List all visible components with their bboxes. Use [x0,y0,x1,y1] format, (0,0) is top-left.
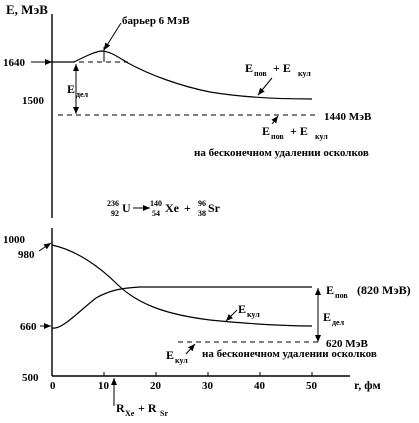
svg-text:U: U [122,201,131,215]
svg-text:E: E [67,82,76,96]
svg-text:+ E: + E [273,61,291,75]
svg-text:+: + [184,201,191,215]
x-tick-10: 10 [98,380,109,392]
tick-1500: 1500 [22,95,44,107]
svg-text:Sr: Sr [208,201,220,215]
svg-text:+ R: + R [138,401,157,415]
upper-infinity-arrow [272,116,278,124]
svg-text:E: E [323,310,332,324]
x-tick-50: 50 [306,380,317,392]
svg-text:Sr: Sr [160,409,168,418]
upper-sum-arrow [258,78,272,95]
upper-fission-label [67,82,89,99]
upper-infinity-text: на бесконечном удалении осколков [194,147,369,159]
lower-infinity-value: 620 МэВ [326,338,368,350]
upper-y-axis-label: E, МэВ [6,2,48,17]
svg-text:+ E: + E [290,124,308,138]
upper-infinity-value: 1440 МэВ [324,111,372,123]
svg-text:E: E [262,124,271,138]
radius-sum-label [116,401,168,418]
svg-text:E: E [238,302,247,316]
svg-text:дел: дел [332,318,345,327]
upper-sum-label [245,61,311,78]
upper-infinity-sum-label [262,124,328,141]
svg-text:кул: кул [175,356,188,365]
lower-infinity-text: на бесконечном удалении осколков [202,348,377,360]
svg-text:E: E [166,348,175,362]
svg-text:Xe: Xe [165,201,179,215]
svg-text:E: E [326,283,335,297]
coulomb-label [238,302,260,319]
surface-label [326,283,411,300]
svg-text:дел: дел [76,90,89,99]
svg-text:кул: кул [298,69,311,78]
svg-text:R: R [116,401,125,415]
tick-660: 660 [20,321,37,333]
svg-text:Xe: Xe [125,409,135,418]
surface-energy-curve [52,287,312,328]
x-tick-0: 0 [50,380,56,392]
coulomb-arrow [226,310,237,321]
coulomb-energy-curve [52,245,312,326]
reaction-equation [107,199,221,218]
svg-text:54: 54 [152,209,160,218]
svg-text:92: 92 [111,209,119,218]
tick-980: 980 [18,249,35,261]
barrier-arrow [104,23,121,50]
x-axis-label: r, фм [354,378,381,392]
tick-980-arrow [39,243,51,251]
tick-1000: 1000 [3,234,25,246]
svg-text:96: 96 [198,199,206,208]
svg-text:кул: кул [247,310,260,319]
svg-text:пов: пов [271,132,284,141]
svg-text:E: E [245,61,254,75]
upper-energy-curve [52,51,312,99]
svg-text:(820 МэВ): (820 МэВ) [357,283,411,297]
tick-500: 500 [22,372,39,384]
x-tick-40: 40 [254,380,265,392]
svg-text:236: 236 [107,199,119,208]
x-tick-20: 20 [150,380,161,392]
x-tick-30: 30 [202,380,213,392]
svg-text:38: 38 [198,209,206,218]
svg-text:пов: пов [335,291,348,300]
barrier-label: барьер 6 МэВ [122,15,190,27]
svg-text:пов: пов [254,69,267,78]
lower-fission-label [323,310,345,327]
svg-text:кул: кул [315,132,328,141]
tick-1640: 1640 [3,57,25,69]
lower-infinity-coulomb-label [166,348,188,365]
svg-text:140: 140 [150,199,162,208]
lower-infinity-arrow [186,344,195,354]
